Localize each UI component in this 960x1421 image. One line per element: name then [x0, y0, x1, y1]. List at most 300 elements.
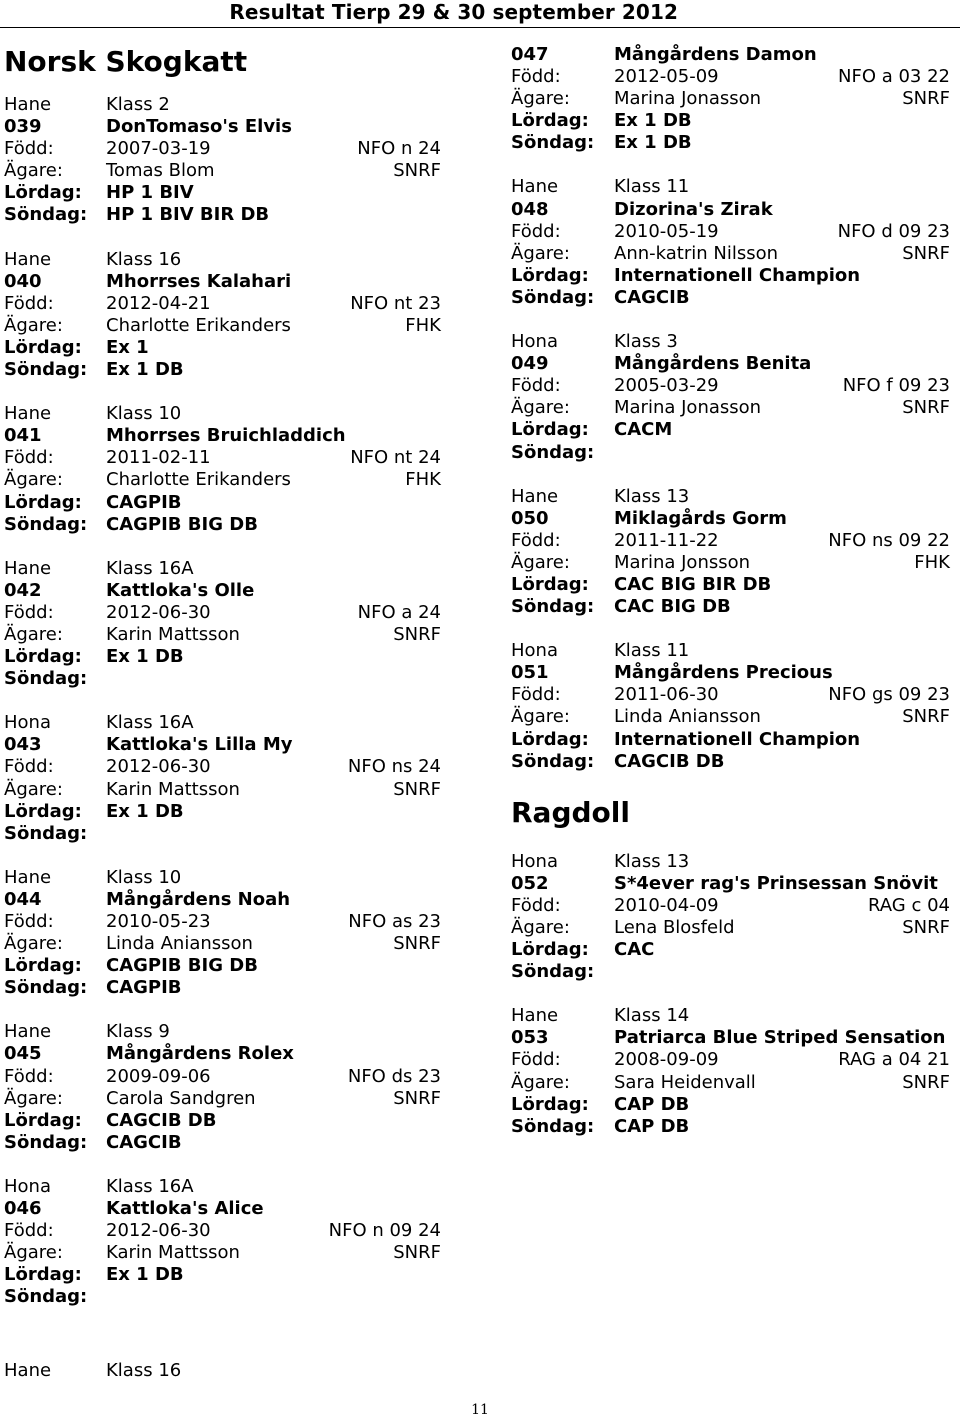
entry-class: Klass 13 — [614, 485, 690, 507]
entry-ems: NFO a 24 — [357, 601, 441, 623]
entry-saturday-row — [511, 265, 950, 287]
entry-born-row — [4, 447, 441, 469]
entry-club: FHK — [405, 469, 441, 491]
saturday-label: Lördag: — [4, 955, 82, 977]
entry-owner: Marina Jonasson — [614, 397, 762, 419]
entry-sunday-row — [4, 977, 441, 999]
entry-class-row — [511, 1005, 950, 1027]
sunday-label: Söndag: — [511, 286, 595, 308]
entry-number: 053 — [511, 1027, 549, 1049]
entry-class: Klass 16A — [106, 712, 194, 734]
entry-sunday-result: CAC BIG DB — [614, 596, 731, 618]
cat-entry — [4, 94, 441, 227]
born-label: Född: — [511, 1049, 561, 1071]
entry-ems: NFO gs 09 23 — [828, 684, 950, 706]
entry-ems: NFO ns 09 22 — [828, 529, 950, 551]
entry-owner-row — [511, 243, 950, 265]
entry-owner: Charlotte Erikanders — [106, 469, 291, 491]
entry-name: Kattloka's Lilla My — [106, 734, 293, 756]
page-header: Resultat Tierp 29 & 30 september 2012 — [229, 0, 678, 24]
sunday-label: Söndag: — [511, 596, 595, 618]
entry-number: 051 — [511, 662, 549, 684]
entry-number: 044 — [4, 888, 42, 910]
entry-class-row — [4, 558, 441, 580]
born-label: Född: — [4, 601, 54, 623]
entry-saturday-result: HP 1 BIV — [106, 182, 194, 204]
entry-name: S*4ever rag's Prinsessan Snövit — [614, 872, 938, 894]
saturday-label: Lördag: — [4, 1264, 82, 1286]
entry-name-row — [511, 662, 950, 684]
header-rule — [0, 27, 960, 28]
entry-name: Miklagårds Gorm — [614, 507, 787, 529]
saturday-label: Lördag: — [4, 336, 82, 358]
entry-born: 2012-04-21 — [106, 292, 211, 314]
entry-class: Klass 16 — [106, 248, 182, 270]
cat-entry — [4, 1021, 441, 1154]
entry-saturday-row — [4, 182, 441, 204]
entry-ems: NFO d 09 23 — [837, 220, 950, 242]
born-label: Född: — [4, 447, 54, 469]
owner-label: Ägare: — [511, 551, 570, 573]
saturday-label: Lördag: — [511, 573, 589, 595]
section-title-ragdoll: Ragdoll — [511, 795, 630, 829]
trailing-entry — [4, 1360, 441, 1382]
saturday-label: Lördag: — [4, 491, 82, 513]
cat-entry — [511, 851, 950, 984]
sunday-label: Söndag: — [511, 132, 595, 154]
entry-sex: Hane — [4, 557, 52, 579]
entry-number: 039 — [4, 116, 42, 138]
entry-born-row — [4, 602, 441, 624]
entry-sunday-row — [511, 1116, 950, 1138]
saturday-label: Lördag: — [511, 939, 589, 961]
entry-club: SNRF — [393, 933, 441, 955]
entry-born: 2010-04-09 — [614, 894, 719, 916]
born-label: Född: — [4, 1065, 54, 1087]
entry-ems: NFO n 09 24 — [328, 1220, 441, 1242]
entry-sunday-row — [4, 359, 441, 381]
born-label: Född: — [511, 66, 561, 88]
entry-owner-row — [4, 1088, 441, 1110]
entry-owner: Tomas Blom — [106, 160, 215, 182]
saturday-label: Lördag: — [511, 1093, 589, 1115]
entry-club: SNRF — [902, 917, 950, 938]
entry-saturday-result: CAGPIB BIG DB — [106, 955, 258, 977]
entry-class: Klass 3 — [614, 331, 678, 353]
entry-owner: Lena Blosfeld — [614, 917, 735, 938]
entry-sunday-row — [4, 823, 441, 845]
entry-name-row — [4, 889, 441, 911]
entry-number: 042 — [4, 579, 42, 601]
entry-ems: NFO ds 23 — [347, 1065, 441, 1087]
entry-sex: Hona — [511, 331, 558, 353]
entry-sex: Hane — [4, 866, 52, 888]
entry-saturday-row — [4, 801, 441, 823]
entry-name: Mångårdens Damon — [614, 44, 817, 65]
entry-name-row — [4, 1043, 441, 1065]
sunday-label: Söndag: — [4, 977, 88, 999]
entry-born-row — [511, 66, 950, 88]
sunday-label: Söndag: — [4, 204, 88, 226]
entry-name: Kattloka's Alice — [106, 1198, 264, 1220]
entry-class-row — [4, 1021, 441, 1043]
entry-name-row — [511, 199, 950, 221]
entry-owner-row — [4, 933, 441, 955]
saturday-label: Lördag: — [511, 110, 589, 132]
entry-sunday-result: CAGCIB — [614, 286, 690, 308]
entry-class-row — [4, 403, 441, 425]
entry-class: Klass 14 — [614, 1005, 690, 1027]
entry-saturday-result: CACM — [614, 419, 673, 441]
entry-club: SNRF — [902, 88, 950, 110]
entry-saturday-result: Ex 1 DB — [106, 1264, 184, 1286]
left-column — [4, 44, 441, 1331]
entry-owner-row — [4, 624, 441, 646]
entry-born-row — [511, 895, 950, 917]
entry-sex: Hane — [4, 1360, 52, 1381]
entry-sunday-row — [4, 1286, 441, 1308]
owner-label: Ägare: — [4, 314, 63, 336]
entry-class: Klass 16A — [106, 1175, 194, 1197]
cat-entry — [4, 558, 441, 691]
cat-entry — [511, 1005, 950, 1138]
born-label: Född: — [511, 529, 561, 551]
entry-sunday-result: CAGPIB — [106, 977, 182, 999]
entry-name-row — [511, 44, 950, 66]
entry-club: SNRF — [902, 1071, 950, 1093]
entry-name-row — [511, 873, 950, 895]
entry-name-row — [4, 116, 441, 138]
entry-saturday-result: CAC BIG BIR DB — [614, 573, 772, 595]
entry-saturday-result: Ex 1 — [106, 336, 149, 358]
entry-saturday-result: Ex 1 DB — [614, 110, 692, 132]
entry-owner: Charlotte Erikanders — [106, 314, 291, 336]
right-column — [511, 44, 950, 1160]
entry-owner-row — [511, 397, 950, 419]
entry-club: SNRF — [393, 160, 441, 182]
saturday-label: Lördag: — [4, 1109, 82, 1131]
entry-ems: RAG a 04 21 — [838, 1049, 950, 1071]
born-label: Född: — [4, 911, 54, 932]
section-title-norsk-skogkatt: Norsk Skogkatt — [4, 45, 248, 78]
sunday-label: Söndag: — [4, 513, 88, 535]
entry-sex: Hane — [511, 1005, 559, 1027]
entry-class-row — [511, 486, 950, 508]
entry-name: DonTomaso's Elvis — [106, 116, 292, 138]
entry-name: Mhorrses Bruichladdich — [106, 425, 346, 447]
entry-ems: NFO ns 24 — [347, 756, 441, 778]
entry-owner-row — [4, 469, 441, 491]
sunday-label: Söndag: — [4, 359, 88, 381]
entry-sunday-row — [4, 1132, 441, 1154]
entry-owner-row — [4, 160, 441, 182]
entry-saturday-result: Internationell Champion — [614, 264, 861, 286]
entry-number: 050 — [511, 507, 549, 529]
entry-saturday-result: CAP DB — [614, 1093, 690, 1115]
entry-name-row — [4, 734, 441, 756]
owner-label: Ägare: — [511, 88, 570, 110]
entry-name: Mångårdens Noah — [106, 888, 291, 910]
cat-entry — [511, 486, 950, 619]
saturday-label: Lördag: — [4, 800, 82, 822]
entry-number: 049 — [511, 353, 549, 375]
entry-sex: Hona — [4, 1175, 51, 1197]
owner-label: Ägare: — [511, 706, 570, 728]
born-label: Född: — [511, 684, 561, 706]
entry-saturday-result: Ex 1 DB — [106, 800, 184, 822]
entry-born: 2011-06-30 — [614, 684, 719, 706]
entry-owner-row — [511, 1072, 950, 1094]
entry-born-row — [511, 530, 950, 552]
born-label: Född: — [511, 894, 561, 916]
entry-class-row — [511, 176, 950, 198]
entry-born: 2010-05-19 — [614, 220, 719, 242]
entry-owner: Karin Mattsson — [106, 778, 240, 800]
entry-born: 2012-06-30 — [106, 601, 211, 623]
entry-saturday-row — [4, 337, 441, 359]
entry-saturday-result: CAC — [614, 939, 655, 961]
entry-born-row — [4, 1220, 441, 1242]
entry-owner: Sara Heidenvall — [614, 1071, 756, 1093]
entry-sunday-result: Ex 1 DB — [106, 359, 184, 381]
entry-list — [4, 94, 441, 1309]
entry-born: 2012-06-30 — [106, 1220, 211, 1242]
entry-owner: Karin Mattsson — [106, 623, 240, 645]
born-label: Född: — [4, 756, 54, 778]
sunday-label: Söndag: — [4, 1286, 88, 1308]
sunday-label: Söndag: — [4, 1131, 88, 1153]
entry-saturday-row — [4, 492, 441, 514]
cat-entry — [4, 403, 441, 536]
entry-owner-row — [511, 706, 950, 728]
entry-sunday-row — [4, 514, 441, 536]
entry-class-row — [4, 867, 441, 889]
cat-entry — [4, 249, 441, 382]
entry-born: 2012-06-30 — [106, 756, 211, 778]
owner-label: Ägare: — [511, 397, 570, 419]
owner-label: Ägare: — [4, 160, 63, 182]
entry-name-row — [4, 425, 441, 447]
entry-sunday-row — [511, 132, 950, 154]
entry-class-row — [4, 1360, 441, 1382]
entry-class: Klass 2 — [106, 94, 170, 115]
entry-club: SNRF — [393, 623, 441, 645]
entry-sunday-row — [4, 668, 441, 690]
saturday-label: Lördag: — [511, 264, 589, 286]
saturday-label: Lördag: — [511, 728, 589, 750]
entry-sex: Hane — [4, 403, 52, 425]
entry-sunday-row — [511, 596, 950, 618]
entry-ems: NFO f 09 23 — [842, 375, 950, 397]
entry-name-row — [511, 1027, 950, 1049]
entry-club: SNRF — [393, 1242, 441, 1264]
entry-saturday-result: CAGCIB DB — [106, 1109, 217, 1131]
entry-sunday-row — [4, 204, 441, 226]
entry-name: Kattloka's Olle — [106, 579, 255, 601]
entry-number: 041 — [4, 425, 42, 447]
entry-name-row — [4, 271, 441, 293]
entry-sunday-row — [511, 287, 950, 309]
cat-entry — [511, 331, 950, 464]
entry-class: Klass 16 — [106, 1360, 182, 1381]
owner-label: Ägare: — [511, 1071, 570, 1093]
entry-born: 2007-03-19 — [106, 138, 211, 160]
entry-name-row — [511, 353, 950, 375]
born-label: Född: — [511, 220, 561, 242]
entry-ems: RAG c 04 — [868, 894, 950, 916]
entry-sunday-row — [511, 442, 950, 464]
entry-sex: Hona — [511, 640, 558, 662]
entry-sex: Hane — [511, 485, 559, 507]
sunday-label: Söndag: — [4, 822, 88, 844]
entry-owner: Karin Mattsson — [106, 1242, 240, 1264]
entry-class: Klass 9 — [106, 1021, 170, 1043]
entry-list — [511, 44, 950, 773]
sunday-label: Söndag: — [511, 961, 595, 983]
entry-born: 2011-11-22 — [614, 529, 719, 551]
entry-born: 2009-09-06 — [106, 1065, 211, 1087]
entry-sex: Hane — [511, 176, 559, 198]
entry-sunday-result: HP 1 BIV BIR DB — [106, 204, 270, 226]
entry-class: Klass 16A — [106, 557, 194, 579]
entry-sex: Hona — [511, 850, 558, 872]
owner-label: Ägare: — [511, 242, 570, 264]
entry-name-row — [4, 580, 441, 602]
entry-name: Mångårdens Rolex — [106, 1043, 294, 1065]
saturday-label: Lördag: — [511, 419, 589, 441]
entry-saturday-row — [4, 1110, 441, 1132]
sunday-label: Söndag: — [511, 441, 595, 463]
entry-club: SNRF — [902, 242, 950, 264]
sunday-label: Söndag: — [511, 750, 595, 772]
entry-class-row — [511, 640, 950, 662]
entry-list — [511, 851, 950, 1138]
entry-club: SNRF — [393, 1087, 441, 1109]
cat-entry — [4, 712, 441, 845]
entry-saturday-row — [511, 574, 950, 596]
entry-sunday-row — [511, 751, 950, 773]
entry-born-row — [511, 1049, 950, 1071]
entry-saturday-result: Ex 1 DB — [106, 646, 184, 668]
entry-owner-row — [511, 552, 950, 574]
entry-number: 047 — [511, 44, 549, 65]
entry-name: Mhorrses Kalahari — [106, 270, 292, 292]
entry-sunday-result: CAGCIB DB — [614, 750, 725, 772]
entry-club: SNRF — [902, 397, 950, 419]
cat-entry — [511, 176, 950, 309]
entry-name: Patriarca Blue Striped Sensation — [614, 1027, 946, 1049]
entry-born: 2005-03-29 — [614, 375, 719, 397]
entry-club: FHK — [405, 314, 441, 336]
owner-label: Ägare: — [4, 469, 63, 491]
cat-entry — [4, 1176, 441, 1309]
saturday-label: Lördag: — [4, 182, 82, 204]
entry-owner: Linda Aniansson — [614, 706, 761, 728]
entry-name: Dizorina's Zirak — [614, 198, 773, 220]
entry-class: Klass 10 — [106, 866, 182, 888]
entry-number: 040 — [4, 270, 42, 292]
entry-number: 045 — [4, 1043, 42, 1065]
entry-club: SNRF — [393, 778, 441, 800]
entry-born-row — [4, 911, 441, 933]
entry-sex: Hane — [4, 94, 52, 115]
entry-born: 2008-09-09 — [614, 1049, 719, 1071]
entry-name: Mångårdens Precious — [614, 662, 833, 684]
entry-class-row — [511, 331, 950, 353]
born-label: Född: — [4, 138, 54, 160]
entry-number: 048 — [511, 198, 549, 220]
entry-saturday-row — [511, 1094, 950, 1116]
owner-label: Ägare: — [4, 623, 63, 645]
entry-born-row — [4, 1066, 441, 1088]
born-label: Född: — [4, 1220, 54, 1242]
entry-class: Klass 10 — [106, 403, 182, 425]
cat-entry — [4, 867, 441, 1000]
entry-saturday-row — [511, 729, 950, 751]
entry-name: Mångårdens Benita — [614, 353, 812, 375]
entry-owner: Linda Aniansson — [106, 933, 253, 955]
entry-saturday-row — [511, 110, 950, 132]
entry-class-row — [511, 851, 950, 873]
born-label: Född: — [511, 375, 561, 397]
entry-born-row — [511, 221, 950, 243]
entry-saturday-row — [511, 939, 950, 961]
sunday-label: Söndag: — [511, 1115, 595, 1137]
entry-saturday-row — [4, 955, 441, 977]
owner-label: Ägare: — [4, 1087, 63, 1109]
entry-born-row — [511, 375, 950, 397]
entry-sunday-result: CAP DB — [614, 1115, 690, 1137]
owner-label: Ägare: — [4, 933, 63, 955]
entry-sunday-result: CAGCIB — [106, 1131, 182, 1153]
entry-born-row — [4, 756, 441, 778]
entry-class-row — [4, 94, 441, 116]
entry-sex: Hane — [4, 248, 52, 270]
born-label: Född: — [4, 292, 54, 314]
entry-born: 2012-05-09 — [614, 66, 719, 88]
entry-born-row — [4, 138, 441, 160]
owner-label: Ägare: — [4, 1242, 63, 1264]
owner-label: Ägare: — [511, 917, 570, 938]
entry-owner: Ann-katrin Nilsson — [614, 242, 778, 264]
entry-ems: NFO nt 23 — [350, 292, 441, 314]
entry-owner-row — [511, 917, 950, 939]
entry-born-row — [4, 293, 441, 315]
entry-sunday-result: CAGPIB BIG DB — [106, 513, 258, 535]
entry-ems: NFO nt 24 — [350, 447, 441, 469]
entry-club: FHK — [914, 551, 950, 573]
saturday-label: Lördag: — [4, 646, 82, 668]
entry-born-row — [511, 684, 950, 706]
entry-born: 2010-05-23 — [106, 911, 211, 932]
entry-saturday-row — [4, 1264, 441, 1286]
entry-ems: NFO as 23 — [348, 911, 441, 932]
entry-sex: Hona — [4, 712, 51, 734]
sunday-label: Söndag: — [4, 668, 88, 690]
entry-class: Klass 11 — [614, 176, 690, 198]
entry-saturday-result: Internationell Champion — [614, 728, 861, 750]
entry-ems: NFO a 03 22 — [838, 66, 950, 88]
entry-name-row — [511, 508, 950, 530]
entry-class: Klass 13 — [614, 850, 690, 872]
entry-owner-row — [4, 779, 441, 801]
entry-number: 052 — [511, 872, 549, 894]
entry-class-row — [4, 712, 441, 734]
entry-saturday-row — [4, 646, 441, 668]
entry-sex: Hane — [4, 1021, 52, 1043]
owner-label: Ägare: — [4, 778, 63, 800]
entry-owner-row — [511, 88, 950, 110]
